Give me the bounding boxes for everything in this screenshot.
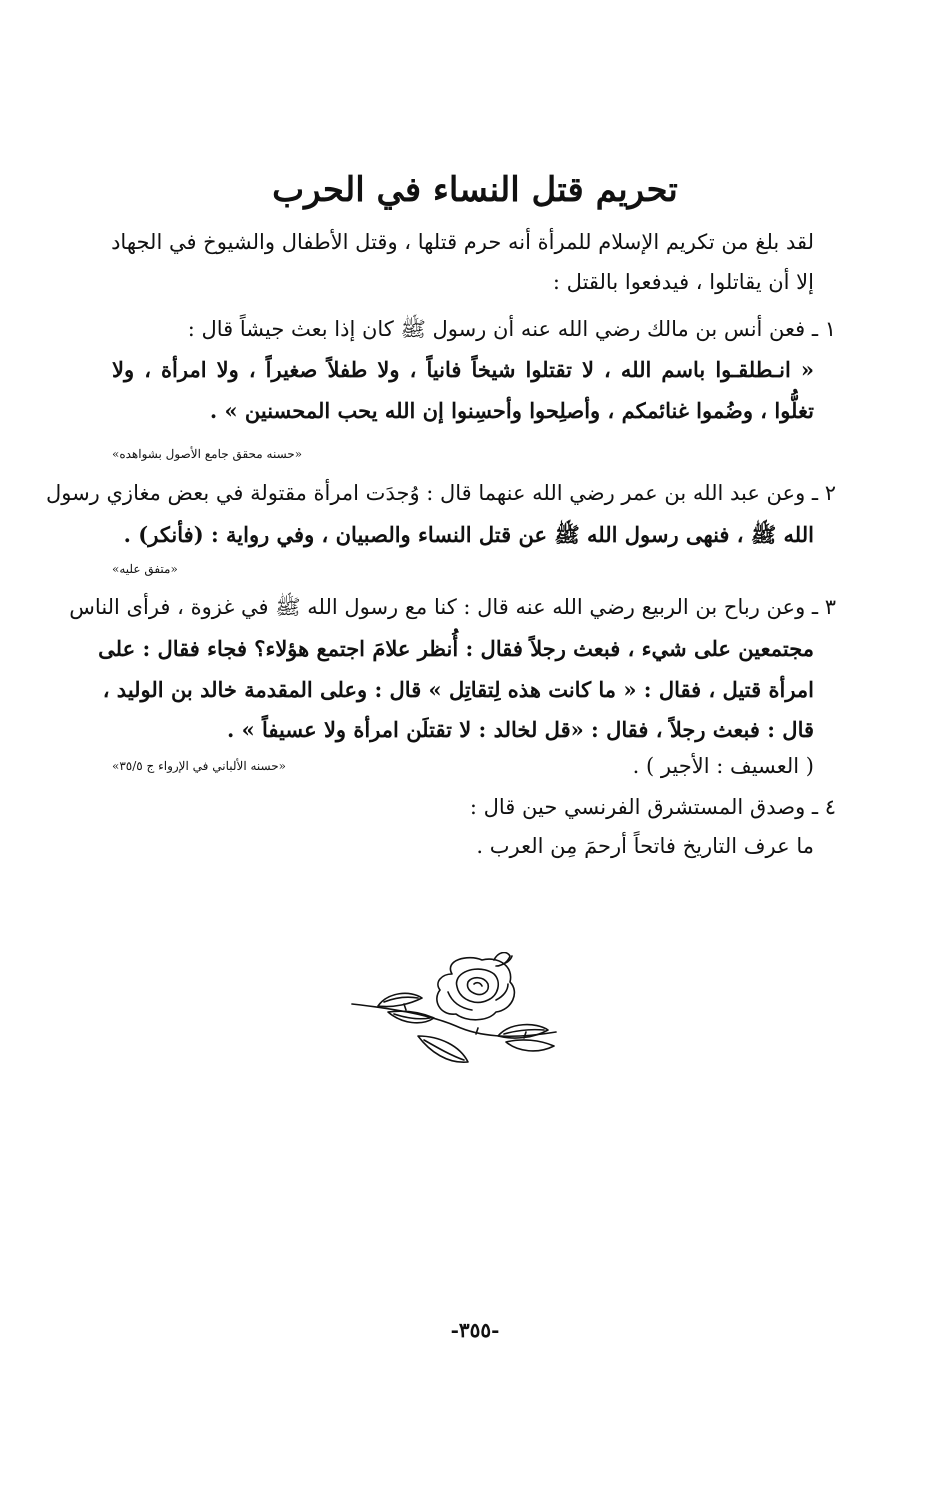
hadith-1-line-1: ١ ـ فعن أنس بن مالك رضي الله عنه أن رسول ﷺ كان إذا بعث جيشاً قال : <box>187 317 836 341</box>
intro-line-2: إلا أن يقاتلوا ، فيدفعوا بالقتل : <box>552 270 814 294</box>
hadith-1-line-2: « انـطلقـوا باسم الله ، لا تقتلوا شيخاً فانياً ، ولا طفلاً صغيراً ، ولا امرأة ، ولا <box>112 357 814 382</box>
hadith-1-source: «حسنه محقق جامع الأصول بشواهده» <box>112 447 303 461</box>
hadith-3-gloss: ( العسيف : الأجير ) . <box>632 754 814 778</box>
rose-icon <box>348 952 564 1076</box>
hadith-2-line-2: الله ﷺ ، فنهى رسول الله ﷺ عن قتل النساء والصبيان ، وفي رواية : (فأنكر) . <box>123 522 814 547</box>
hadith-3-line-4: قال : فبعث رجلاً ، فقال : «قل لخالد : لا تقتلَن امرأة ولا عسيفاً » . <box>226 717 814 742</box>
hadith-3-line-1: ٣ ـ وعن رباح بن الربيع رضي الله عنه قال : كنا مع رسول الله ﷺ في غزوة ، فرأى الناس <box>69 595 836 619</box>
quote-text: ما عرف التاريخ فاتحاً أرحمَ مِن العرب . <box>476 834 814 858</box>
page-number: -٣٥٥- <box>450 1318 500 1342</box>
hadith-2-source: «متفق عليه» <box>112 562 178 576</box>
hadith-3-source: «حسنه الألباني في الإرواء ج ٣٥/٥» <box>112 759 287 773</box>
quote-intro: ٤ ـ وصدق المستشرق الفرنسي حين قال : <box>469 795 836 819</box>
hadith-2-line-1: ٢ ـ وعن عبد الله بن عمر رضي الله عنهما قال : وُجدَت امرأة مقتولة في بعض مغازي رسول <box>45 481 836 505</box>
hadith-1-line-3: تغلُّوا ، وضُموا غنائمكم ، وأصلِحوا وأحسِنوا إن الله يحب المحسنين » . <box>209 398 814 423</box>
intro-line-1: لقد بلغ من تكريم الإسلام للمرأة أنه حرم قتلها ، وقتل الأطفال والشيوخ في الجهاد <box>111 230 814 254</box>
page-title: تحريم قتل النساء في الحرب <box>272 170 678 210</box>
hadith-3-line-3: امرأة قتيل ، فقال : « ما كانت هذه لِتقاتِل » قال : وعلى المقدمة خالد بن الوليد ، <box>102 677 814 702</box>
hadith-3-line-2: مجتمعين على شيء ، فبعث رجلاً فقال : أُنظر علامَ اجتمع هؤلاء؟ فجاء فقال : على <box>98 636 814 661</box>
